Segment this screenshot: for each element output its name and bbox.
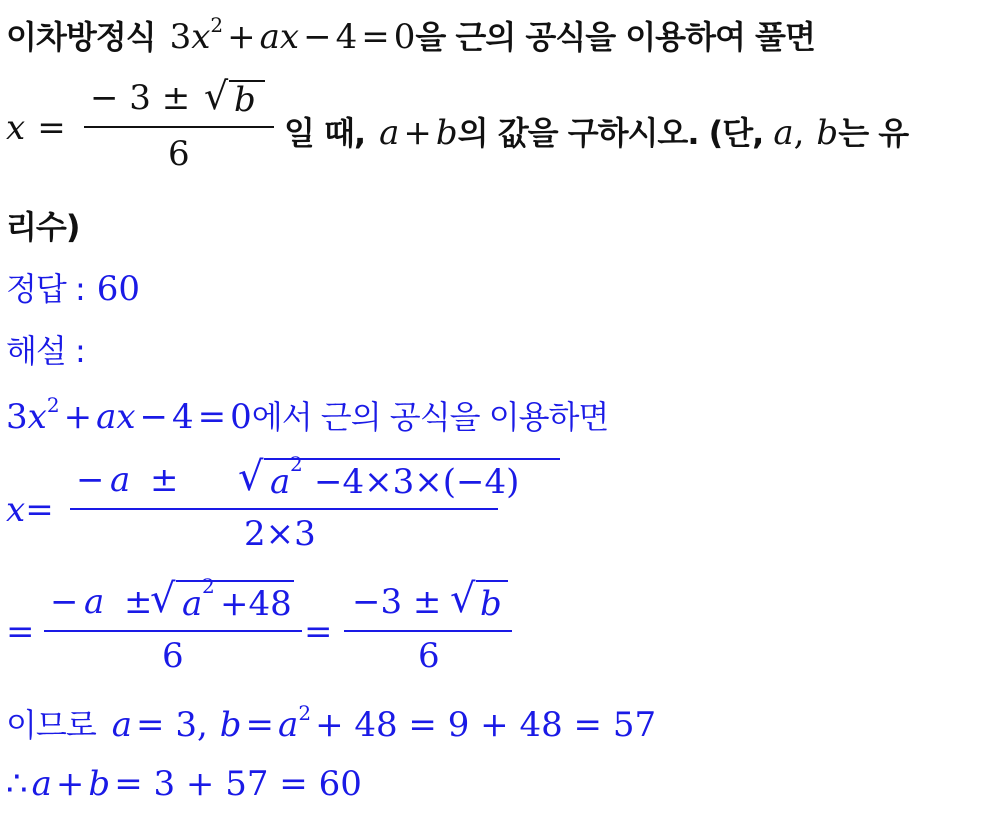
numerator-a: a (84, 582, 105, 622)
question-line-2-tail (284, 108, 908, 154)
math-equals: = (304, 612, 333, 652)
fraction-denominator: 6 (168, 134, 190, 174)
sqrt-overline (476, 580, 508, 582)
explanation-label-line (6, 326, 85, 372)
math-0: 0 (230, 397, 252, 437)
math-plus: + (403, 113, 432, 153)
radicand-rest: +48 (220, 584, 292, 624)
question-korean-1: 이차방정식 (6, 18, 156, 56)
step1-korean: 에서 근의 공식을 이용하면 (251, 398, 609, 436)
math-exp: 2 (210, 13, 224, 37)
math-3: 3 (6, 397, 28, 437)
math-ax: ax (96, 397, 136, 437)
math-0: 0 (393, 17, 416, 57)
step4-korean: 이므로 (6, 706, 96, 744)
radicand-b: b (234, 80, 256, 120)
math-a: a (773, 113, 794, 153)
explanation-step-5 (6, 764, 362, 804)
math-equals: = (197, 397, 227, 437)
explanation-step-3-mid (304, 612, 333, 652)
fraction-bar (344, 630, 512, 632)
math-x: x (27, 397, 47, 437)
step3-fraction-2 (344, 574, 512, 676)
explanation-step-1 (6, 392, 608, 438)
question-korean-rational: 는 유 (838, 114, 909, 152)
question-fraction (84, 70, 274, 174)
radicand-a: a (182, 584, 203, 624)
fraction-denominator: 6 (162, 636, 184, 676)
radicand-a: a (270, 462, 291, 502)
explanation-step-4 (6, 700, 656, 746)
question-line-3 (6, 202, 79, 248)
sqrt-overline (176, 580, 294, 582)
fraction-denominator: 2×3 (244, 514, 316, 554)
radicand-exp: 2 (290, 452, 303, 476)
fraction-numerator-prefix: − 3 ± (90, 78, 191, 118)
radicand-b: b (480, 584, 502, 624)
math-a-value: = 3, (136, 705, 208, 745)
math-b: b (435, 113, 458, 153)
math-a: a (379, 113, 400, 153)
answer-value: 60 (96, 269, 141, 309)
math-a: a (31, 764, 52, 804)
math-plus: + (63, 397, 93, 437)
math-a: a (278, 705, 299, 745)
step3-fraction-1 (44, 574, 302, 676)
radicand-rest: −4×3×(−4) (314, 462, 520, 502)
math-a: a (111, 705, 133, 745)
numerator-prefix: −3 ± (352, 582, 442, 622)
math-result: = 3 + 57 = 60 (114, 764, 362, 804)
math-equals: = (361, 17, 390, 57)
question-line-2 (6, 108, 66, 148)
math-comma: , (793, 113, 805, 153)
numerator-pm: ± (124, 582, 153, 622)
math-b: b (219, 705, 242, 745)
math-4: 4 (172, 397, 194, 437)
math-plus: + (55, 764, 85, 804)
numerator-minus: − (76, 460, 105, 500)
math-exp: 2 (298, 701, 312, 725)
math-equals: = (6, 612, 35, 652)
explanation-step-3-lhs (6, 612, 35, 652)
numerator-pm: ± (150, 460, 179, 500)
math-4: 4 (335, 17, 358, 57)
question-korean-ask: 의 값을 구하시오. (단, (457, 114, 764, 152)
sqrt-icon: √ (150, 576, 176, 622)
numerator-minus: − (50, 582, 79, 622)
math-minus: − (303, 17, 332, 57)
question-korean-tail: 을 근의 공식을 이용하여 풀면 (415, 18, 815, 56)
math-b-value: + 48 = 9 + 48 = 57 (315, 705, 657, 745)
explanation-step-2-lhs (6, 490, 54, 530)
explanation-label: 해설 : (6, 332, 85, 370)
math-b: b (88, 764, 111, 804)
answer-line (6, 264, 140, 310)
math-x: x (6, 490, 26, 530)
math-3: 3 (169, 17, 192, 57)
sqrt-icon: √ (204, 74, 229, 118)
math-equals: = (25, 490, 54, 530)
math-b: b (816, 113, 839, 153)
math-x: x (6, 108, 26, 148)
math-ax: ax (259, 17, 300, 57)
fraction-denominator: 6 (418, 636, 440, 676)
step2-fraction (70, 452, 520, 554)
sqrt-icon: √ (450, 576, 476, 622)
math-x: x (191, 17, 211, 57)
question-korean-when: 일 때, (284, 114, 366, 152)
sqrt-icon: √ (238, 454, 264, 500)
radicand-exp: 2 (202, 574, 215, 598)
math-plus: + (227, 17, 256, 57)
question-korean-3: 리수) (6, 208, 80, 246)
sqrt-overline (264, 458, 560, 460)
therefore-icon: ∴ (6, 764, 28, 804)
math-minus: − (139, 397, 169, 437)
question-line-1 (6, 12, 815, 58)
fraction-bar (44, 630, 302, 632)
fraction-bar (84, 126, 274, 128)
math-equals: = (245, 705, 275, 745)
answer-label: 정답 : (6, 270, 85, 308)
math-exp: 2 (46, 393, 60, 417)
math-equals: = (37, 108, 66, 148)
fraction-bar (70, 508, 498, 510)
numerator-a: a (110, 460, 131, 500)
